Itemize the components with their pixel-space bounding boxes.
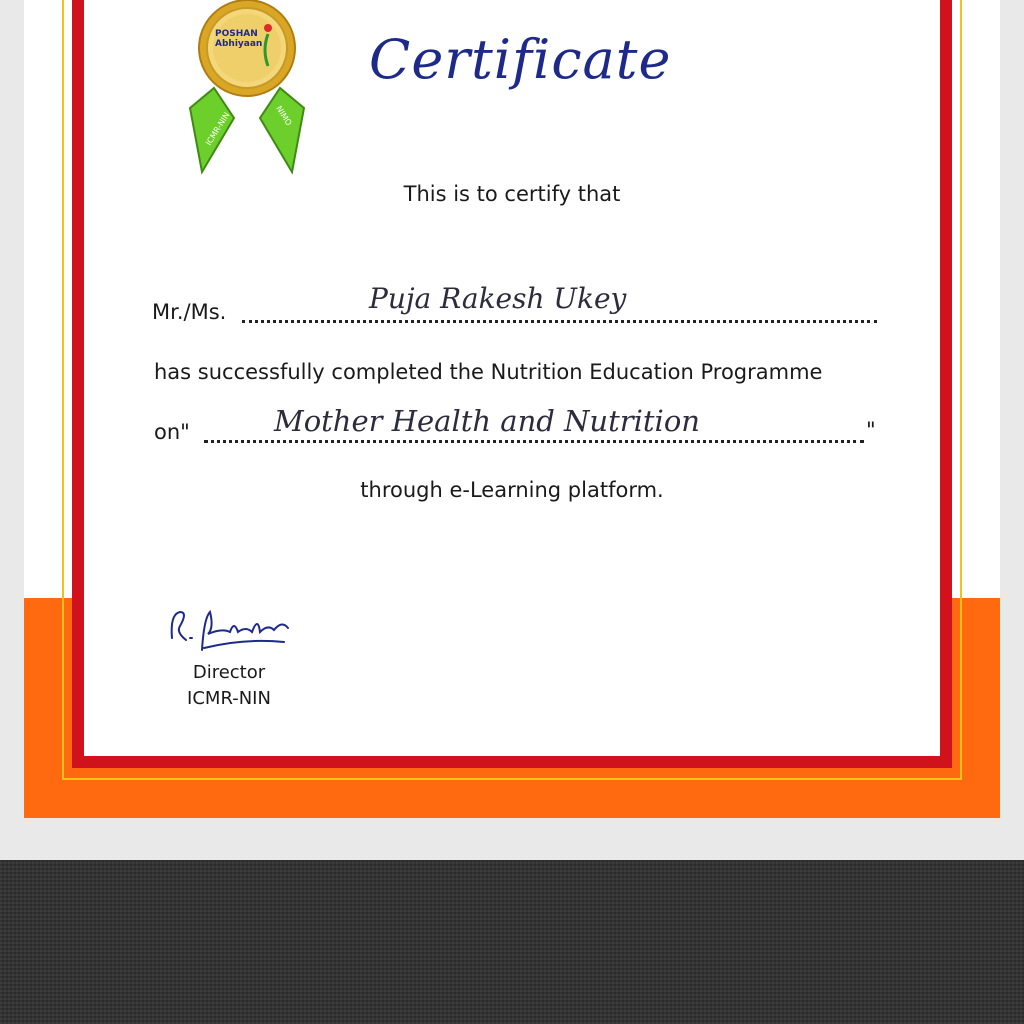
- name-prefix: Mr./Ms.: [152, 300, 227, 324]
- topic-name: Mother Health and Nutrition: [274, 404, 700, 438]
- poshan-seal: [172, 0, 322, 180]
- ribbon-right-text: NIMO: [274, 104, 294, 128]
- director-signature: [164, 598, 304, 663]
- platform-line: through e-Learning platform.: [360, 478, 664, 502]
- viewer-background: [0, 860, 1024, 1024]
- signatory-org: ICMR-NIN: [187, 688, 271, 709]
- topic-suffix: ": [866, 418, 876, 442]
- seal-brand-2: Abhiyaan: [215, 39, 263, 49]
- signatory: [179, 660, 279, 712]
- certify-line: This is to certify that: [403, 182, 621, 206]
- recipient-name: Puja Rakesh Ukey: [369, 282, 627, 315]
- certificate: [24, 0, 1000, 818]
- topic-prefix: on": [154, 420, 190, 444]
- signatory-title: Director: [192, 662, 266, 683]
- topic-dotted-line: [204, 440, 864, 443]
- completion-line: has successfully completed the Nutrition Education Programme: [154, 360, 823, 384]
- certificate-title: Certificate: [369, 28, 672, 91]
- name-dotted-line: [242, 320, 877, 323]
- ribbon-left-text: ICMR-NIN: [204, 110, 232, 148]
- seal-brand-1: POSHAN: [215, 29, 258, 39]
